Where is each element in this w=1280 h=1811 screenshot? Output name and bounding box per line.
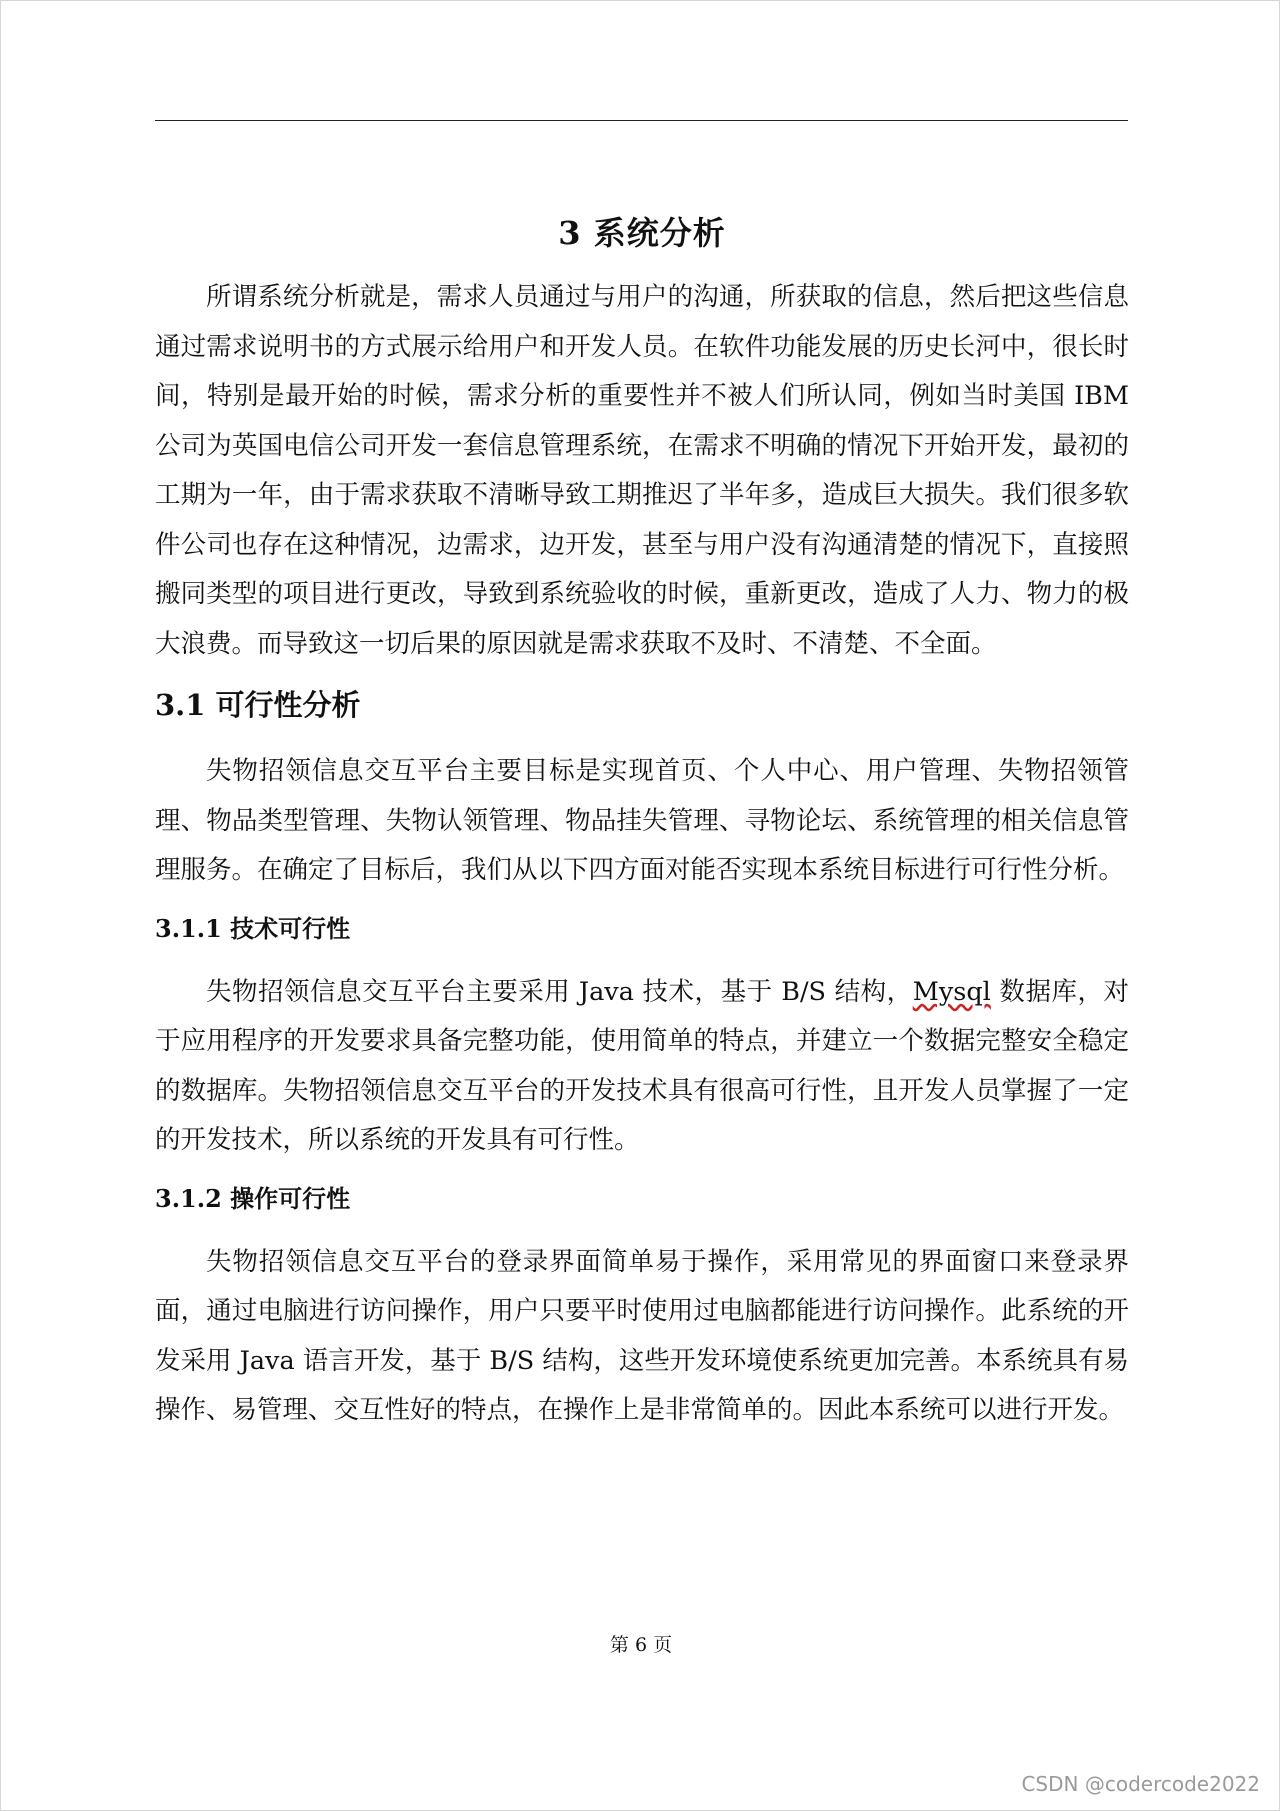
intro-paragraph: 所谓系统分析就是，需求人员通过与用户的沟通，所获取的信息，然后把这些信息通过需求说明书的方式展示给用户和开发人员。在软件功能发展的历史长河中，很长时间，特别是最开始的时候，需求分析的重要性并不被人们所认同，例如当时美国 IBM 公司为英国电信公司开发一套信息管理系统，在需求不明确的情况下开始开发，最初的工期为一年，由于需求获取不清晰导致工期推迟了半年多，造成巨大损失。我们很多软件公司也存在这种情况，边需求，边开发，甚至与用户没有沟通清楚的情况下，直接照搬同类型的项目进行更改，导致到系统验收的时候，重新更改，造成了人力、物力的极大浪费。而导致这一切后果的原因就是需求获取不及时、不清楚、不全面。 — [155, 282, 1129, 659]
paragraph-text: 数据库，对于应用程序的开发要求具备完整功能，使用简单的特点，并建立一个数据完整安全稳定的数据库。失物招领信息交互平台的开发技术具有很高可行性，且开发人员掌握了一定的开发技术，所以系统的开发具有可行性。 — [155, 976, 1130, 1155]
page-content — [155, 201, 1129, 1436]
spellcheck-word: Mysql — [912, 976, 991, 1007]
paragraph-text: 失物招领信息交互平台主要采用 Java 技术，基于 B/S 结构， — [206, 976, 913, 1007]
section-3-1-2-paragraph: 失物招领信息交互平台的登录界面简单易于操作，采用常见的界面窗口来登录界面，通过电脑进行访问操作，用户只要平时使用过电脑都能进行访问操作。此系统的开发采用 Java 语言开发，基于 B/S 结构，这些开发环境使系统更加完善。本系统具有易操作、易管理、交互性好的特点，在操作上是非常简单的。因此本系统可以进行开发。 — [155, 1246, 1129, 1425]
section-3-1-paragraph: 失物招领信息交互平台主要目标是实现首页、个人中心、用户管理、失物招领管理、物品类型管理、失物认领管理、物品挂失管理、寻物论坛、系统管理的相关信息管理服务。在确定了目标后，我们从以下四方面对能否实现本系统目标进行可行性分析。 — [155, 756, 1129, 885]
section-3-1-1-title: 3.1.1 技术可行性 — [155, 913, 351, 943]
chapter-title: 3 系统分析 — [558, 214, 726, 252]
header-rule — [155, 120, 1128, 121]
page-number: 第 6 页 — [609, 1634, 673, 1656]
section-3-1-title: 3.1 可行性分析 — [155, 688, 361, 722]
section-3-1-2-title: 3.1.2 操作可行性 — [155, 1183, 351, 1213]
section-3-1-1-paragraph — [155, 968, 1129, 1166]
watermark: CSDN @codercode2022 — [1021, 1772, 1260, 1796]
